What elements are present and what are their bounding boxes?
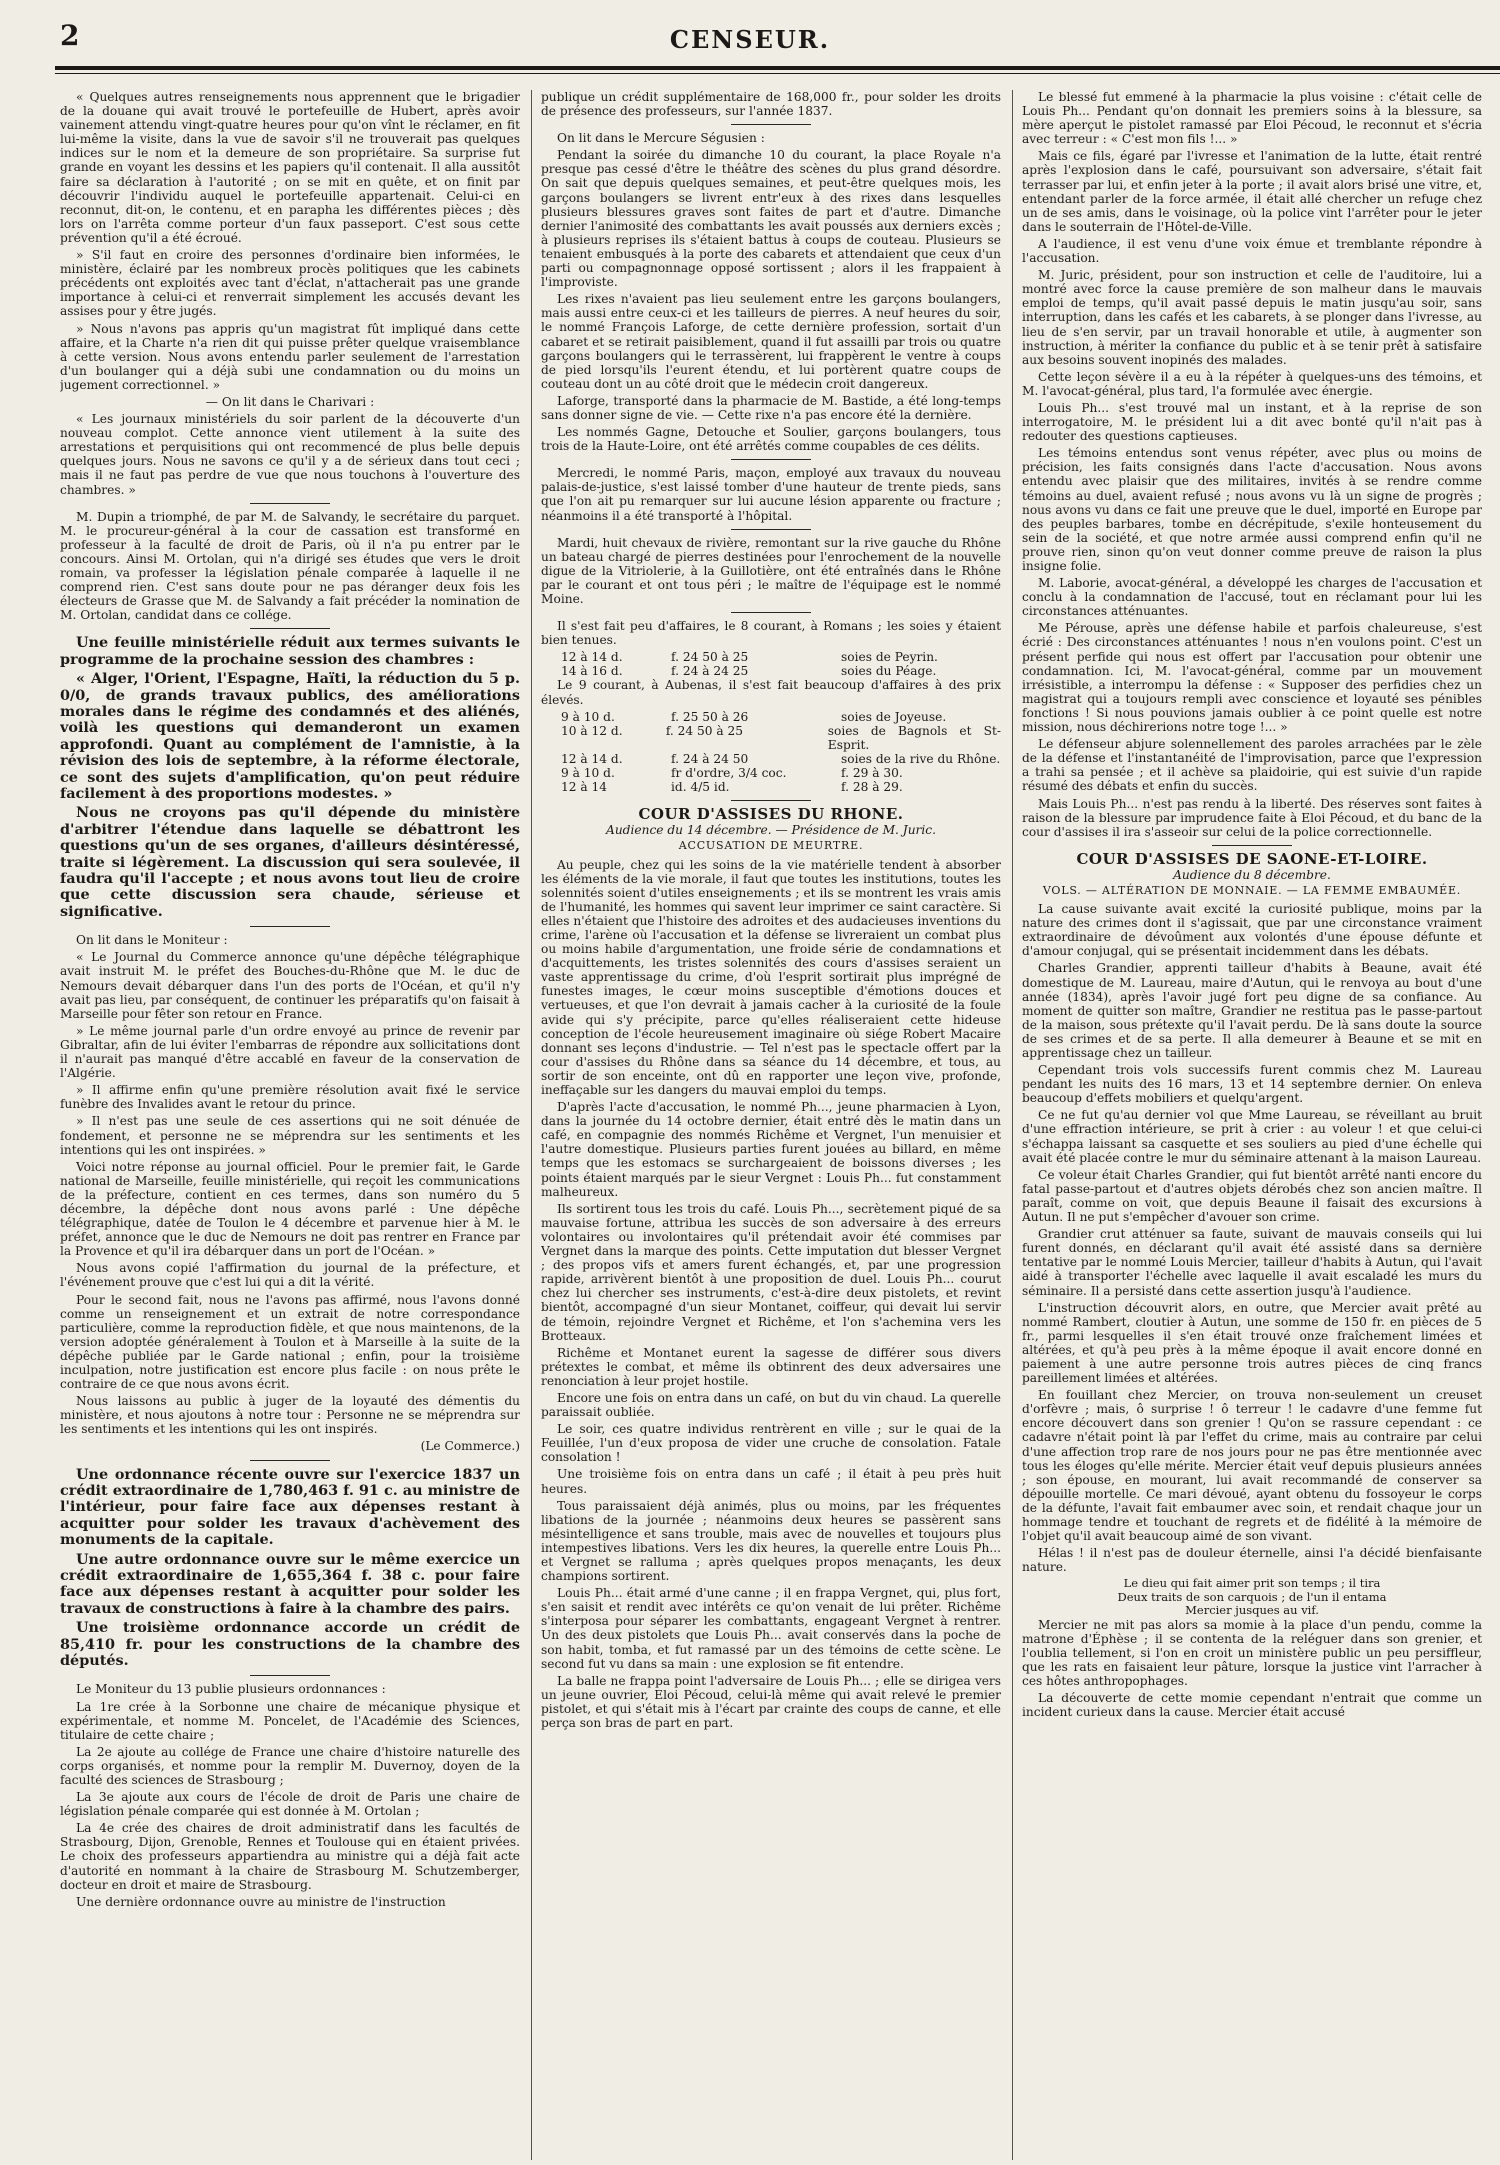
article-paragraph: » Il n'est pas une seule de ces assertions qui ne soit dénuée de fondement, et personne ne se méprendra sur les sentiments et les intentions qui les ont inspirées. »: [60, 1114, 520, 1157]
article-paragraph: La découverte de cette momie cependant n'entrait que comme un incident curieux dans la cause. Mercier était accusé: [1022, 1691, 1482, 1720]
price-row: 9 à 10 d. f. 25 50 à 26 soies de Joyeuse.: [561, 709, 947, 724]
article-paragraph: M. Dupin a triomphé, de par M. de Salvandy, le secrétaire du parquet. M. le procureur-général à la cour de cassation est transformé en professeur à la faculté de droit de Paris, où il n'a pu entrer par le concours. Ainsi M. Ortolan, qui n'a dirigé ses études que vers le droit romain, va professer la législation pénale comparée à laquelle il ne comprend rien. C'est sans doute pour ne pas déranger deux fois les électeurs de Grasse que M. de Salvandy a fait précéder la nomination de M. Ortolan, candidat dans ce collége.: [60, 509, 520, 623]
source-line: — On lit dans le Charivari :: [205, 394, 375, 409]
source-line: On lit dans le Moniteur :: [76, 933, 228, 948]
article-paragraph: La 4e crée des chaires de droit administratif dans les facultés de Strasbourg, Dijon, Grenoble, Rennes et Toulouse qui en étaient privées. Le choix des professeurs appartiendra au ministre qui a déjà fait acte d'autorité en nommant à la chaire de Strasbourg M. Schutzemberger, docteur en droit et maire de Strasbourg.: [60, 1821, 520, 1892]
article-paragraph: « Le Journal du Commerce annonce qu'une dépêche télégraphique avait instruit M. le préfet des Bouches-du-Rhône que M. le duc de Nemours devait débarquer dans l'un des ports de l'Océan, et qu'il n'y avait pas lieu, par conséquent, de continuer les préparatifs qu'on faisait à Marseille pour fêter son retour en France.: [60, 950, 520, 1021]
article-paragraph: Cependant trois vols successifs furent commis chez M. Laureau pendant les nuits des 16 mars, 13 et 14 septembre dernier. On enleva beaucoup d'effets mobiliers et quelqu'argent.: [1022, 1063, 1482, 1106]
article-paragraph: Les témoins entendus sont venus répéter, avec plus ou moins de précision, les faits consignés dans l'acte d'accusation. Nous avons entendu avec plaisir que des militaires, invités à se rendre comme témoins au duel, avaient refusé ; nous avons vu là un signe de progrès ; nous avons vu dans ce fait une preuve que le duel, importé en Europe par des peuples barbares, tombe en décrépitude, s'exile honteusement du sein de la société, et que notre armée aussi comprend enfin qu'il ne prouve rien, sinon qu'on veut donner comme preuve de raison la plus insigne folie.: [1022, 446, 1482, 573]
article-paragraph: Mais Louis Ph... n'est pas rendu à la liberté. Des réserves sont faites à raison de la blessure par imprudence faite à Eloi Pécoud, et du banc de la cour d'assises il ira s'asseoir sur celui de la police correctionnelle.: [1022, 796, 1482, 839]
article-paragraph: M. Juric, président, pour son instruction et celle de l'auditoire, lui a montré avec force la cause première de son malheur dans le mauvais emploi de temps, qu'il avait passé depuis le matin jusqu'au soir, sans interruption, dans les cafés et les cabarets, à se plonger dans l'ivresse, au lieu de s'en servir, par un travail honorable et utile, à augmenter son instruction, à mériter la confiance du public et à se tenir prêt à satisfaire aux besoins souvent inopinés des malades.: [1022, 268, 1482, 367]
article-paragraph: Le 9 courant, à Aubenas, il s'est fait beaucoup d'affaires à des prix élevés.: [541, 678, 1001, 707]
section-divider: [731, 459, 811, 460]
journal-title: CENSEUR.: [669, 25, 831, 54]
article-paragraph: Mercredi, le nommé Paris, maçon, employé aux travaux du nouveau palais-de-justice, s'est laissé tomber d'une hauteur de trente pieds, sans que l'on ait pu remarquer sur lui aucune lésion apparente ou fracture ; néanmoins il a été transporté à l'hôpital.: [541, 466, 1001, 523]
article-paragraph: Voici notre réponse au journal officiel. Pour le premier fait, le Garde national de Marseille, feuille ministérielle, qui reçoit les communications de la préfecture, contient en ces termes, dans son numéro du 5 décembre, la dépêche dont nous avons parlé : Une dépêche télégraphique, datée de Toulon le 4 décembre et parvenue hier à M. le préfet, annonce que le duc de Nemours ne doit pas rentrer en France par la Provence et qu'il ira débarquer dans un port de l'Océan. »: [60, 1159, 520, 1259]
article-paragraph-large: Une feuille ministérielle réduit aux termes suivants le programme de la prochaine session des chambres :: [60, 634, 520, 668]
section-divider: [731, 529, 811, 530]
article-paragraph: publique un crédit supplémentaire de 168,000 fr., pour solder les droits de présence des professeurs, sur l'année 1837.: [541, 90, 1001, 119]
article-paragraph: Les nommés Gagne, Detouche et Soulier, garçons boulangers, tous trois de la Haute-Loire, ont été arrêtés comme coupables de ces délits.: [541, 425, 1001, 454]
article-paragraph: La balle ne frappa point l'adversaire de Louis Ph... ; elle se dirigea vers un jeune ouvrier, Eloi Pécoud, celui-là même qui avait relevé le premier pistolet, et qui s'était mis à l'écart par crainte des coups de canne, et elle perça son bras de part en part.: [541, 1673, 1001, 1731]
section-divider: [1212, 845, 1292, 846]
article-paragraph: Le blessé fut emmené à la pharmacie la plus voisine : c'était celle de Louis Ph... Pendant qu'on donnait les premiers soins à la blessure, sa mère aperçut le pistolet ramassé par Eloi Pécoud, le reconnut et s'écria avec terreur : « C'est mon fils !... »: [1022, 90, 1482, 147]
price-row: 12 à 14 d. f. 24 50 à 25 soies de Peyrin.: [561, 650, 938, 665]
article-paragraph: Nous avons copié l'affirmation du journal de la préfecture, et l'événement prouve que c'est lui qui a dit la vérité.: [60, 1261, 520, 1290]
court-subheading: Audience du 8 décembre.: [1173, 867, 1331, 882]
section-divider: [250, 926, 330, 927]
column-2: [541, 90, 1001, 2165]
page-number: 2: [60, 19, 80, 52]
article-paragraph: La 2e ajoute au collége de France une chaire d'histoire naturelle des corps organisés, et nomme pour la remplir M. Duvernoy, doyen de la faculté des sciences de Strasbourg ;: [60, 1744, 520, 1787]
article-paragraph: Cette leçon sévère il a eu à la répéter à quelques-uns des témoins, et M. l'avocat-général, plus tard, l'a formulée avec énergie.: [1022, 369, 1482, 398]
article-paragraph: Pendant la soirée du dimanche 10 du courant, la place Royale n'a presque pas cessé d'être le théâtre des scènes du plus grand désordre. On sait que depuis quelques semaines, et peut-être quelques mois, les garçons boulangers se livrent entr'eux à des rixes dans lesquelles plusieurs blessures graves sont faites de part et d'autre. Dimanche dernier l'animosité des combattants les avait poussés aux derniers excès ; à plusieurs reprises ils s'étaient battus à coups de couteau. Plusieurs se tenaient embusqués à la porte des cabarets et attendaient que ceux d'un parti ou compagnonnage opposé sortissent ; alors il les frappaient à l'improviste.: [541, 148, 1001, 290]
article-source: (Le Commerce.): [420, 1439, 520, 1454]
article-paragraph: « Les journaux ministériels du soir parlent de la découverte d'un nouveau complot. Cette annonce vient utilement à la suite des arrestations et perquisitions qui ont recommencé de plus belle depuis quelques jours. Nous ne savons ce qu'il y a de sérieux dans tout ceci ; mais il ne faut pas perdre de vue que nous touchons à l'ouverture des chambres. »: [60, 412, 520, 497]
article-paragraph: Encore une fois on entra dans un café, on but du vin chaud. La querelle paraissait oubliée.: [541, 1390, 1001, 1420]
article-paragraph: » Il affirme enfin qu'une première résolution avait fixé le service funèbre des Invalides avant le retour du prince.: [60, 1083, 520, 1112]
verse-line: Mercier jusques au vif.: [1185, 1603, 1319, 1618]
article-paragraph-large: Une ordonnance récente ouvre sur l'exercice 1837 un crédit extraordinaire de 1,780,463 f. 91 c. au ministre de l'intérieur, pour faire face aux dépenses restant à acquitter pour solder les travaux d'achèvement des monuments de la capitale.: [60, 1465, 520, 1549]
article-paragraph-large: Une troisième ordonnance accorde un crédit de 85,410 fr. pour les constructions de la chambre des députés.: [60, 1619, 520, 1670]
article-paragraph-large: « Alger, l'Orient, l'Espagne, Haïti, la réduction du 5 p. 0/0, de grands travaux publics, des améliorations morales dans le régime des condamnés et des aliénés, voilà les questions qui demanderont un examen approfondi. Quant au complément de l'amnistie, à la révision des lois de septembre, à la réforme électorale, ce sont des sujets d'amplification, qu'on peut réduire facilement à des proportions modestes. »: [60, 670, 520, 803]
section-divider: [250, 628, 330, 629]
article-paragraph: Mais ce fils, égaré par l'ivresse et l'animation de la lutte, était rentré après l'explosion dans le café, poursuivant son adversaire, s'était fait terrasser par lui, et enfin jeter à la porte ; il avait alors brisé une vitre, et, entendant parler de la force armée, il était allé chercher un refuge chez un de ses amis, dans le voisinage, où la police vint l'arrêter pour le jeter dans le souterrain de l'Hôtel-de-Ville.: [1022, 149, 1482, 234]
article-paragraph: Grandier crut atténuer sa faute, suivant de mauvais conseils qui lui furent donnés, en déclarant qu'il avait été assisté dans sa dernière tentative par le nommé Louis Mercier, tailleur d'habits à Autun, qui l'avait aidé à transporter l'échelle avec laquelle il avait escaladé les murs du séminaire. Il a persisté dans cette assertion jusqu'à l'audience.: [1022, 1227, 1482, 1298]
article-paragraph: Hélas ! il n'est pas de douleur éternelle, ainsi l'a décidé bienfaisante nature.: [1022, 1546, 1482, 1575]
article-paragraph: » S'il faut en croire des personnes d'ordinaire bien informées, le ministère, éclairé par les nombreux procès politiques que les cabinets précédents ont exploités avec tant d'éclat, n'attacherait pas une grande importance à celui-ci et renverrait simplement les accusés devant les assises pour y être jugés.: [60, 248, 520, 319]
article-paragraph: Louis Ph... s'est trouvé mal un instant, et à la reprise de son interrogatoire, M. le président lui a dit avec bonté qu'il n'ait pas à redouter des questions captieuses.: [1022, 400, 1482, 444]
article-paragraph-large: Nous ne croyons pas qu'il dépende du ministère d'arbitrer l'étendue dans laquelle se débattront les questions qu'un de ses organes, d'ailleurs désintéressé, traite si légèrement. La discussion qui sera soulevée, il faudra qu'il l'accepte ; et nous avons tout lieu de croire que cette discussion sera chaude, sérieuse et significative.: [60, 804, 520, 920]
masthead: [0, 0, 1500, 78]
section-divider: [250, 1460, 330, 1461]
source-line: On lit dans le Mercure Ségusien :: [557, 131, 765, 146]
price-table-aubenas: [541, 710, 1001, 795]
article-paragraph: Le Moniteur du 13 publie plusieurs ordonnances :: [76, 1682, 386, 1697]
article-paragraph: Le soir, ces quatre individus rentrèrent en ville ; sur le quai de la Feuillée, l'un d'eux proposa de vider une cruche de consolation. Fatale consolation !: [541, 1422, 1001, 1465]
article-paragraph: Laforge, transporté dans la pharmacie de M. Bastide, a été long-temps sans donner signe de vie. — Cette rixe n'a pas encore été la dernière.: [541, 393, 1001, 422]
article-paragraph: La 3e ajoute aux cours de l'école de droit de Paris une chaire de législation pénale comparée qui est donnée à M. Ortolan ;: [60, 1790, 520, 1819]
header-rule-thick: [55, 66, 1500, 70]
article-paragraph: Au peuple, chez qui les soins de la vie matérielle tendent à absorber les éléments de la vie morale, il faut que toutes les institutions, toutes les solennités soient d'utiles enseignements ; et ils se montrent les vrais amis de l'humanité, les hommes qui savent leur imprimer ce saint caractère. Si elles n'étaient que l'histoire des adroites et des audacieuses inventions du crime, l'arène où l'accusation et la défense se livreraient un combat plus ou moins habile d'argumentation, une froide série de condamnations et d'acquittements, les tristes solennités des cours d'assises seraient un vaste apprentissage du crime, d'où l'esprit sortirait plus imprégné de funestes images, le cœur moins susceptible d'émotions douces et vertueuses, et que l'on devrait à jamais cacher à la curiosité de la foule avide qui s'y précipite, parce qu'elles réaliseraient cette hideuse conception de l'école heureusement imaginaire où siége Robert Macaire donnant ses leçons d'industrie. — Tel n'est pas le spectacle offert par la cour d'assises du Rhône dans sa séance du 14 décembre, et tous, au sortir de son enceinte, ont dû en rapporter une leçon vive, profonde, ineffaçable sur les dangers du mauvai emploi du temps.: [541, 857, 1001, 1097]
article-paragraph: La 1re crée à la Sorbonne une chaire de mécanique physique et expérimentale, et nomme M. Poncelet, de l'Académie des Sciences, titulaire de cette chaire ;: [60, 1699, 520, 1742]
section-divider: [731, 124, 811, 125]
column-1: [60, 90, 520, 2165]
price-row: 12 à 14 id. 4/5 id. f. 28 à 29.: [561, 780, 903, 795]
article-paragraph: Les rixes n'avaient pas lieu seulement entre les garçons boulangers, mais aussi entre ceux-ci et les tailleurs de pierres. A neuf heures du soir, le nommé François Laforge, de cette dernière profession, sortait d'un cabaret et se retirait paisiblement, quand il fut assailli par trois ou quatre garçons boulangers qui le terrassèrent, lui frappèrent le ventre à coups de pied lorsqu'ils l'eurent étendu, et lui portèrent quatre coups de couteau dont un au côté droit que le médecin croit dangereux.: [541, 292, 1001, 391]
column-separator: [531, 90, 532, 2160]
section-divider: [731, 612, 811, 613]
article-paragraph: Louis Ph... était armé d'une canne ; il en frappa Vergnet, qui, plus fort, s'en saisit et rendit avec intérêts ce qu'on venait de lui prêter. Richême s'interposa pour séparer les combattants, engageant Vergnet à rentrer. Un des deux pistolets que Louis Ph... avait conservés dans la poche de son habit, tomba, et fut ramassé par un des témoins de cette scène. Le second fut vu dans sa main : une explosion se fit entendre.: [541, 1586, 1001, 1671]
section-divider: [731, 800, 811, 801]
article-paragraph: Richême et Montanet eurent la sagesse de différer sous divers prétextes le combat, et même ils obtinrent des deux adversaires une renonciation à leur projet hostile.: [541, 1345, 1001, 1388]
column-separator: [1012, 90, 1013, 2160]
article-paragraph: D'après l'acte d'accusation, le nommé Ph..., jeune pharmacien à Lyon, dans la journée du 14 octobre dernier, était entré dès le matin dans un café, en compagnie des nommés Richême et Vergnet, l'un menuisier et l'autre domestique. Plusieurs parties furent jouées au billard, en même temps que les estomacs se surchargeaient de boissons diverses ; les points étaient marqués par le sieur Vergnet : Louis Ph... fut constamment malheureux.: [541, 1100, 1001, 1199]
court-heading: COUR D'ASSISES DU RHONE.: [638, 805, 904, 824]
article-paragraph: Ce voleur était Charles Grandier, qui fut bientôt arrêté nanti encore du fatal passe-partout et d'autres objets dérobés chez son ancien maître. Il paraît, comme on voit, que depuis Beaune il faisait des excursions à Autun. Il ne put s'empêcher d'avouer son crime.: [1022, 1167, 1482, 1225]
article-paragraph: Nous laissons au public à juger de la loyauté des démentis du ministère, et nous ajoutons à notre tour : Personne ne se méprendra sur les sentiments et les intentions qui les ont inspirés.: [60, 1394, 520, 1437]
verse-line: Deux traits de son carquois ; de l'un il entama: [1117, 1589, 1387, 1604]
article-paragraph: La cause suivante avait excité la curiosité publique, moins par la nature des crimes dont il s'agissait, que par une circonstance vraiment extraordinaire de dévoûment aux volontés d'une épouse défunte et d'amour conjugal, qui se présentait incidemment dans les débats.: [1022, 902, 1482, 959]
article-paragraph: Mardi, huit chevaux de rivière, remontant sur la rive gauche du Rhône un bateau chargé de pierres destinées pour l'enrochement de la nouvelle digue de la Vitriolerie, à la Guillotière, ont été entraînés dans le Rhône par le courant et ont tous péri ; le maître de l'équipage est le nommé Moine.: [541, 535, 1001, 606]
header-rule-thin: [55, 73, 1500, 74]
column-3: [1022, 90, 1482, 2165]
article-paragraph: M. Laborie, avocat-général, a développé les charges de l'accusation et conclu à la condamnation de l'accusé, tout en réclamant pour lui les circonstances atténuantes.: [1022, 576, 1482, 619]
price-row: 9 à 10 d. fr d'ordre, 3/4 coc. f. 29 à 30.: [561, 766, 903, 781]
article-paragraph: » Nous n'avons pas appris qu'un magistrat fût impliqué dans cette affaire, et la Charte n'a rien dit qui puisse prêter quelque vraisemblance à cette version. Nous avons entendu parler seulement de l'arrestation d'un boulanger qui a déjà subi une condamnation ou du moins un jugement correctionnel. »: [60, 321, 520, 392]
article-paragraph: A l'audience, il est venu d'une voix émue et tremblante répondre à l'accusation.: [1022, 236, 1482, 266]
price-row: 14 à 16 d. f. 24 à 24 25 soies du Péage.: [561, 664, 937, 679]
court-charge: VOLS. — ALTÉRATION DE MONNAIE. — LA FEMME EMBAUMÉE.: [1042, 883, 1462, 897]
price-row: 12 à 14 d. f. 24 à 24 50 soies de la rive du Rhône.: [561, 751, 1001, 766]
article-paragraph: Pour le second fait, nous ne l'avons pas affirmé, nous l'avons donné comme un renseignement et un extrait de notre correspondance particulière, comme la reproduction fidèle, et que nous maintenons, de la version adoptée généralement à Toulon et à Marseille à la suite de la dépêche publiée par le Garde national ; enfin, pour la troisième inculpation, notre justification est encore plus facile : on nous prête le contraire de ce que nous avons écrit.: [60, 1292, 520, 1392]
court-heading: COUR D'ASSISES DE SAONE-ET-LOIRE.: [1076, 849, 1428, 868]
article-paragraph: Une troisième fois on entra dans un café ; il était à peu près huit heures.: [541, 1467, 1001, 1496]
article-paragraph: L'instruction découvrit alors, en outre, que Mercier avait prêté au nommé Rambert, cloutier à Autun, une somme de 150 fr. en pièces de 5 fr., parmi lesquelles il s'en était trouvé onze fraîchement limées et altérées, et qu'à peu près à la même époque il avait encore donné en paiement à une autre personne trois autres pièces de cinq francs pareillement limées et altérées.: [1022, 1300, 1482, 1386]
section-divider: [250, 1675, 330, 1676]
article-paragraph: Le défenseur abjure solennellement des paroles arrachées par le zèle de la défense et l'instantanéité de l'improvisation, parce que l'expression a trahi sa pensée ; et il achève sa plaidoirie, qui est suivie d'un rapide résumé des débats et enfin du succès.: [1022, 737, 1482, 794]
verse-line: Le dieu qui fait aimer prit son temps ; il tira: [1123, 1576, 1381, 1591]
article-paragraph: En fouillant chez Mercier, on trouva non-seulement un creuset d'orfèvre ; mais, ô surprise ! ô terreur ! le cadavre d'une femme fut encore découvert dans son grenier ! Qu'on se rassure cependant : ce cadavre n'était point là par l'effet du crime, mais au contraire par celui d'une affection trop rare de nos jours pour ne pas être mentionnée avec tous les éloges qu'elle mérite. Mercier était veuf depuis plusieurs années ; son épouse, en mourant, lui avait recommandé de conserver sa dépouille mortelle. Ce mari dévoué, ayant obtenu du fossoyeur le corps de la défunte, l'avait fait embaumer avec soin, et rendait chaque jour un hommage tendre et touchant de regrets et de fidélité à la mémoire de l'objet qu'il avait beaucoup aimé de son vivant.: [1022, 1388, 1482, 1544]
article-paragraph: Tous paraissaient déjà animés, plus ou moins, par les fréquentes libations de la journée ; néanmoins deux heures se passèrent sans mésintelligence et sans trouble, mais avec de nouvelles et toujours plus intempestives libations. Vers les dix heures, la querelle entre Louis Ph... et Vergnet se ralluma ; après quelques propos menaçants, les deux champions sortirent.: [541, 1498, 1001, 1584]
article-paragraph: » Le même journal parle d'un ordre envoyé au prince de revenir par Gibraltar, afin de lui éviter l'embarras de répondre aux sollicitations dont il n'aurait pas manqué d'être accablé en faveur de la conservation de l'Algérie.: [60, 1023, 520, 1081]
article-paragraph: Ce ne fut qu'au dernier vol que Mme Laureau, se réveillant au bruit d'une effraction intérieure, se prit à crier : au voleur ! et que celui-ci s'échappa laissant sa casquette et ses souliers au pied d'une échelle qui avait été placée contre le mur du séminaire attenant à la maison Laureau.: [1022, 1108, 1482, 1165]
price-table-romans: [541, 650, 1001, 678]
court-charge: ACCUSATION DE MEURTRE.: [678, 839, 864, 853]
court-subheading: Audience du 14 décembre. — Présidence de M. Juric.: [606, 823, 936, 838]
article-paragraph: Il s'est fait peu d'affaires, le 8 courant, à Romans ; les soies y étaient bien tenues.: [541, 619, 1001, 648]
article-paragraph: Mercier ne mit pas alors sa momie à la place d'un pendu, comme la matrone d'Éphèse ; il se contenta de la reléguer dans son grenier, et l'oublia tellement, si l'on en croit un ministère public un peu persiffleur, que les rats en faisaient leur pâture, lorsque la justice vint l'arracher à ces hôtes anthropophages.: [1022, 1617, 1482, 1689]
price-row: 10 à 12 d. f. 24 50 à 25 soies de Bagnols et St-Esprit.: [561, 723, 1001, 752]
article-paragraph: Ils sortirent tous les trois du café. Louis Ph..., secrètement piqué de sa mauvaise fortune, attribua les succès de son adversaire à des erreurs volontaires ou involontaires qu'il prétendait avoir été commises par Vergnet dans la marque des points. Cette imputation dut blesser Vergnet ; des propos vifs et amers furent échangés, et, par une progression rapide, arrivèrent bientôt à une proposition de duel. Louis Ph... courut chez lui chercher ses instruments, c'est-à-dire deux pistolets, et revint bientôt, accompagné d'un sieur Montanet, coiffeur, qui devait lui servir de témoin, rejoindre Vergnet et Richême, et l'on s'achemina vers les Brotteaux.: [541, 1201, 1001, 1343]
article-paragraph: « Quelques autres renseignements nous apprennent que le brigadier de la douane qui avait trouvé le portefeuille de Hubert, après avoir vainement attendu vingt-quatre heures pour qu'on vînt le réclamer, en fit lui-même la visite, dans la vue de savoir s'il ne trouverait pas quelques indices sur le nom et la demeure de son propriétaire. Sa surprise fut grande en voyant les dessins et les papiers qu'il contenait. Il alla aussitôt faire sa déclaration à l'autorité ; on se mit en quête, et on finit par découvrir l'individu auquel le portefeuille appartenait. Celui-ci en reconnut, dit-on, le contenu, et en parapha les différentes pièces ; dès lors on l'arrêta comme porteur d'un faux passeport. C'est sous cette prévention qu'il a été écroué.: [60, 90, 520, 245]
article-paragraph-large: Une autre ordonnance ouvre sur le même exercice un crédit extraordinaire de 1,655,364 f. 38 c. pour faire face aux dépenses restant à acquitter pour solder les travaux de constructions à faire à la chambre des pairs.: [60, 1550, 520, 1617]
section-divider: [250, 503, 330, 504]
article-paragraph: Charles Grandier, apprenti tailleur d'habits à Beaune, avait été domestique de M. Laureau, maire d'Autun, qui le renvoya au bout d'une année (1834), après l'avoir jugé fort peu digne de sa confiance. Au moment de quitter son maître, Grandier ne restitua pas le passe-partout de la maison, sous prétexte qu'il l'avait perdu. De là sans doute la source de ses crimes et de sa perte. Il alla demeurer à Beaune et se mit en apprentissage chez un tailleur.: [1022, 961, 1482, 1060]
article-paragraph: Une dernière ordonnance ouvre au ministre de l'instruction: [76, 1894, 446, 1909]
article-paragraph: Me Pérouse, après une défense habile et parfois chaleureuse, s'est écrié : Des circonstances atténuantes ! nous n'en voulons point. C'est un présent perfide qui nous est offert par l'accusation pour obtenir une condamnation. Ici, M. l'avocat-général, comme par un mouvement irrésistible, a interrompu la défense : « Supposer des perfidies chez un magistrat qui a toujours rempli avec conscience et loyauté ses pénibles fonctions ! Si nous pouvions jamais oublier à ce point quelle est notre mission, nous déchirerions notre toge !... »: [1022, 621, 1482, 735]
